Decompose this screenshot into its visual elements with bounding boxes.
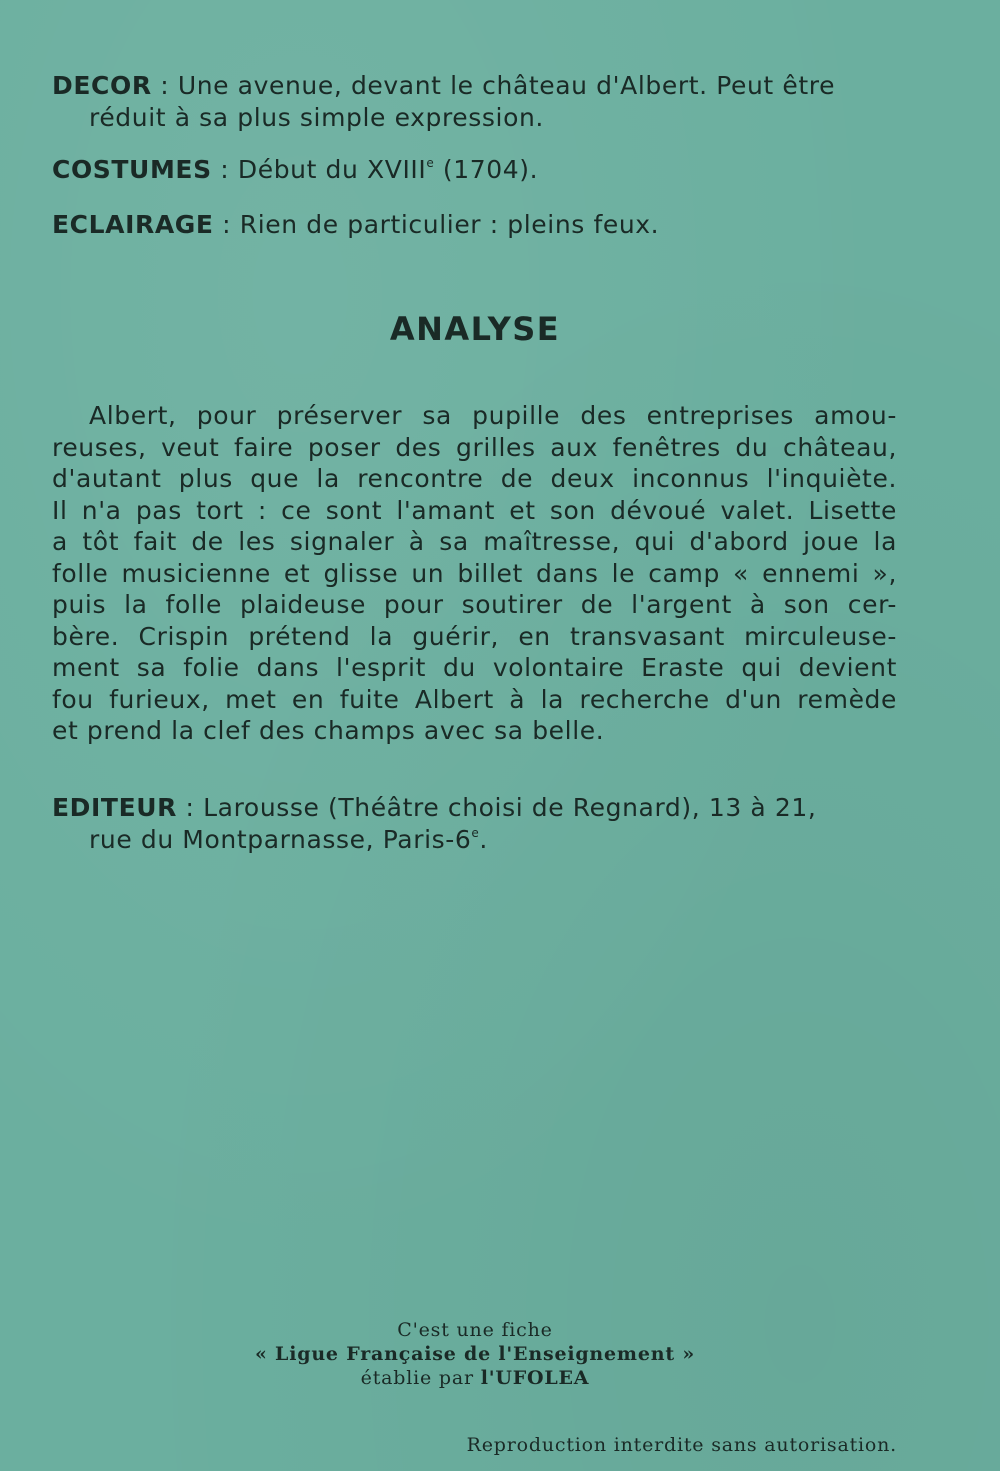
costumes-entry: [52, 154, 902, 186]
analyse-heading: ANALYSE: [389, 310, 561, 348]
decor-entry: [52, 70, 902, 134]
reproduction-notice: Reproduction interdite sans autorisation.: [466, 1434, 897, 1456]
footer-credit: [0, 1318, 950, 1390]
analyse-line: a tôt fait de les signaler à sa maîtresse, qui d'abord joue la: [52, 527, 897, 556]
analyse-line: Albert, pour préserver sa pupille des entreprises amou-: [89, 401, 897, 430]
costumes-text-date: (1704).: [434, 155, 539, 184]
footer-line2: « Ligue Française de l'Enseignement »: [254, 1343, 696, 1365]
decor-text-line1: Une avenue, devant le château d'Albert. Peut être: [177, 71, 836, 100]
decor-text-line2: réduit à sa plus simple expression.: [89, 103, 544, 132]
footer-line3-text: établie par: [360, 1367, 481, 1389]
editeur-label: EDITEUR: [52, 793, 178, 822]
analyse-line: fou furieux, met en fuite Albert à la recherche d'un remède: [52, 684, 897, 714]
costumes-superscript: e: [426, 156, 435, 170]
analyse-line: folle musicienne et glisse un billet dans le camp « ennemi »,: [52, 558, 897, 588]
analyse-line: ment sa folie dans l'esprit du volontaire Eraste qui devient: [52, 653, 897, 682]
analyse-paragraph: [52, 400, 897, 747]
costumes-text-main: Début du XVIII: [237, 155, 427, 184]
editeur-entry: [52, 792, 902, 856]
editeur-address-end: .: [479, 825, 488, 854]
analyse-line: et prend la clef des champs avec sa belle.: [52, 716, 605, 745]
editeur-text-line2: [52, 824, 902, 856]
editeur-separator: :: [177, 793, 204, 822]
eclairage-separator: :: [213, 210, 240, 239]
editeur-text-line1: Larousse (Théâtre choisi de Regnard), 13 à 21,: [203, 793, 817, 822]
costumes-separator: :: [211, 155, 238, 184]
footer-line1: C'est une fiche: [397, 1319, 553, 1341]
footer-org-name: l'UFOLEA: [480, 1367, 590, 1389]
costumes-label: COSTUMES: [52, 155, 212, 184]
decor-separator: :: [151, 71, 178, 100]
analyse-line: reuses, veut faire poser des grilles aux fenêtres du château,: [52, 432, 897, 462]
eclairage-text: Rien de particulier : pleins feux.: [239, 210, 660, 239]
editeur-superscript: e: [471, 826, 480, 840]
analyse-line: puis la folle plaideuse pour soutirer de l'argent à son cer-: [52, 590, 897, 619]
footer-line3: [0, 1366, 950, 1390]
costumes-text: [238, 155, 538, 184]
analyse-line: d'autant plus que la rencontre de deux inconnus l'inquiète.: [52, 464, 897, 493]
decor-label: DECOR: [52, 71, 152, 100]
editeur-address: rue du Montparnasse, Paris-6: [89, 825, 472, 854]
eclairage-entry: [52, 209, 902, 241]
analyse-line: Il n'a pas tort : ce sont l'amant et son dévoué valet. Lisette: [52, 495, 897, 525]
analyse-line: bère. Crispin prétend la guérir, en transvasant mirculeuse-: [52, 621, 897, 651]
eclairage-label: ECLAIRAGE: [52, 210, 214, 239]
